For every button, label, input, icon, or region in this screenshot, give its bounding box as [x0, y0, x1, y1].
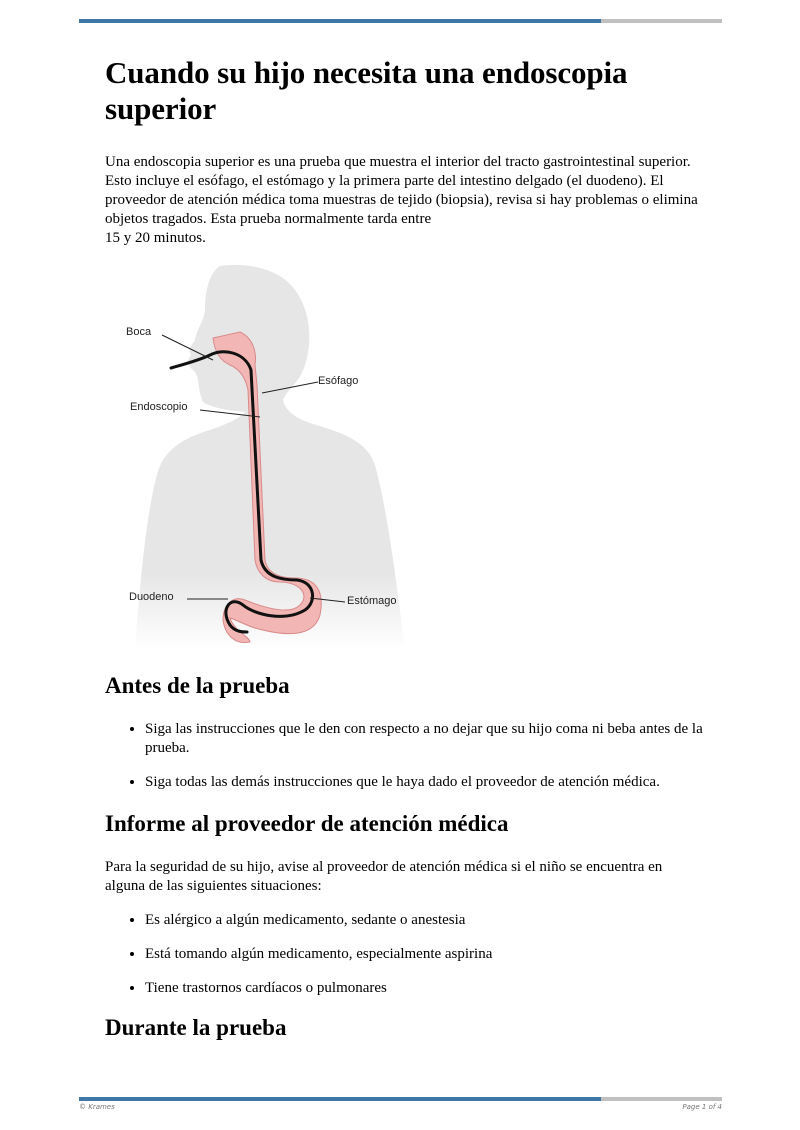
- label-duodeno: Duodeno: [129, 591, 174, 603]
- section-antes: [105, 672, 705, 792]
- endoscopy-illustration: [105, 260, 425, 650]
- page-title: Cuando su hijo necesita una endoscopia superior: [105, 55, 628, 126]
- intro-paragraph: [105, 153, 705, 248]
- footer-rule-track: [601, 1097, 722, 1101]
- header-rule: [79, 19, 722, 23]
- document-body: [105, 55, 705, 1042]
- page-footer: [79, 1103, 722, 1111]
- list-item: • Es alérgico a algún medicamento, sedante o anestesia: [145, 911, 705, 930]
- section-heading: Antes de la prueba: [105, 673, 290, 698]
- section-heading: Informe al proveedor de atención médica: [105, 811, 509, 836]
- page-number: Page 1 of 4: [682, 1103, 722, 1111]
- section-durante: [105, 1014, 705, 1042]
- list-item: • Siga todas las demás instrucciones que le haya dado el proveedor de atención médica.: [145, 773, 705, 792]
- intro-text-tail: 15 y 20 minutos.: [105, 230, 206, 246]
- label-estomago: Estómago: [347, 595, 397, 607]
- bullet-list: [105, 720, 705, 792]
- intro-text: Una endoscopia superior es una prueba que muestra el interior del tracto gastrointestinal superior. Esto incluye el esófago, el estómago y la primera parte del intestino delgado (el duodeno). El proveedor de atención médica toma muestras de tejido (biopsia), revisa si hay problemas o elimina objetos tragados. Esta prueba normalmente tarda entre: [105, 154, 698, 227]
- header-rule-track: [601, 19, 722, 23]
- list-item: • Está tomando algún medicamento, especialmente aspirina: [145, 945, 705, 964]
- footer-rule: [79, 1097, 722, 1101]
- copyright: © Krames: [79, 1103, 115, 1111]
- label-endoscopio: Endoscopio: [130, 401, 188, 413]
- section-heading: Durante la prueba: [105, 1015, 287, 1040]
- bullet-list: [105, 911, 705, 998]
- footer-rule-accent: [79, 1097, 601, 1101]
- body-silhouette: [135, 265, 405, 650]
- section-paragraph: Para la seguridad de su hijo, avise al proveedor de atención médica si el niño se encuentra en alguna de las siguientes situaciones:: [105, 859, 663, 894]
- label-boca: Boca: [126, 326, 152, 338]
- header-rule-accent: [79, 19, 601, 23]
- label-esofago: Esófago: [318, 375, 359, 387]
- section-informe: [105, 810, 705, 998]
- list-item: • Siga las instrucciones que le den con respecto a no dejar que su hijo coma ni beba antes de la prueba.: [145, 720, 705, 758]
- list-item: • Tiene trastornos cardíacos o pulmonares: [145, 979, 705, 998]
